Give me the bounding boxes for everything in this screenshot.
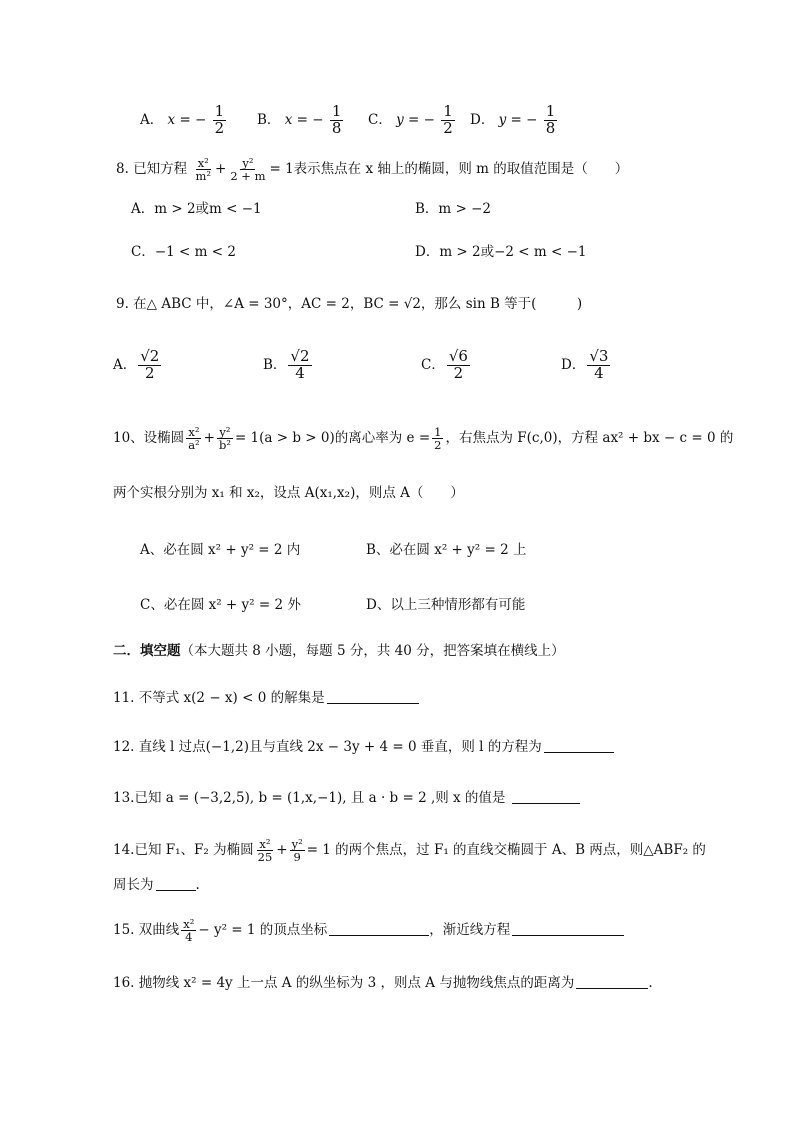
q16-answer-blank[interactable] — [576, 976, 648, 989]
q11: 11. 不等式 x(2 − x) < 0 的解集是 — [113, 691, 419, 706]
q10-stem: 10、设椭圆 $\frac{\text{x²}}{\text{a²}}$ + $\frac{\text{y²}}{\text{b²}}$ = 1(a > b > 0)的离心率为 e = $\frac{1}{2}$ ，右焦点为 F(c,0)，方程 ax² + bx − c = 0 的 — [113, 425, 734, 453]
q9-option-d: D． $\frac{√3}{4}$ — [561, 347, 609, 382]
q10-stem-line2: 两个实根分别为 x₁ 和 x₂，设点 A(x₁,x₂)，则点 A（ ） — [113, 485, 464, 501]
q14-answer-blank[interactable] — [156, 878, 196, 891]
q10-option-c: C、必在圆 x² + y² = 2 外 — [140, 597, 301, 613]
q8-stem: 8. 已知方程 $\frac{\text{x²}}{\text{m²}}$ + $\frac{\text{y²}}{2 + m}$ = 1表示焦点在 x 轴上的椭圆，则 m 的取值范围是（ ） — [116, 156, 629, 184]
q8-option-c: C．−1 < m < 2 — [131, 244, 236, 260]
q13: 13.已知 a = (−3,2,5), b = (1,x,−1), 且 a · b = 2 ,则 x 的值是 — [113, 791, 580, 806]
q14-line2: 周长为 . — [113, 877, 200, 893]
q8-option-a: A．m > 2或m < −1 — [131, 201, 262, 217]
q16: 16. 抛物线 x² = 4y 上一点 A 的纵坐标为 3 ，则点 A 与抛物线焦点的距离为 . — [113, 975, 653, 991]
q7-option-b: B． x = − $\frac{1}{8}$ — [257, 102, 342, 137]
q15: 15. 双曲线 $\frac{\text{x²}}{4}$ − y² = 1 的顶点坐标 ，渐近线方程 — [113, 918, 624, 943]
q15-vertex-blank[interactable] — [329, 923, 429, 936]
q10-option-b: B、必在圆 x² + y² = 2 上 — [366, 542, 527, 558]
section-heading: 二．填空题（本大题共 8 小题，每题 5 分，共 40 分，把答案填在横线上） — [113, 643, 565, 659]
q11-answer-blank[interactable] — [327, 691, 419, 704]
q7-option-d: D． y = − $\frac{1}{8}$ — [470, 102, 556, 137]
q12: 12. 直线 l 过点(−1,2)且与直线 2x − 3y + 4 = 0 垂直，则 l 的方程为 — [113, 740, 614, 755]
q9-option-a: A． $\frac{√2}{2}$ — [113, 347, 160, 382]
q15-asymptote-blank[interactable] — [512, 923, 624, 936]
q14-stem: 14.已知 F₁、F₂ 为椭圆 $\frac{\text{x²}}{25}$ + $\frac{\text{y²}}{9}$ = 1 的两个焦点，过 F₁ 的直线交椭圆于 A、B 两点，则△ABF₂ 的 — [113, 837, 706, 865]
q8-option-d: D．m > 2或−2 < m < −1 — [415, 244, 587, 260]
q9-stem: 9. 在△ ABC 中，∠A = 30°，AC = 2，BC = √2，那么 sin B 等于( ) — [116, 296, 583, 312]
q8-option-b: B．m > −2 — [415, 201, 492, 217]
q12-answer-blank[interactable] — [544, 740, 614, 753]
q10-option-a: A、必在圆 x² + y² = 2 内 — [140, 542, 301, 558]
q13-answer-blank[interactable] — [512, 791, 580, 804]
q9-option-c: C． $\frac{√6}{2}$ — [421, 347, 468, 382]
q7-option-c: C． y = − $\frac{1}{2}$ — [368, 102, 453, 137]
q10-option-d: D、以上三种情形都有可能 — [366, 597, 526, 613]
q7-option-a: A． x = − $\frac{1}{2}$ — [140, 102, 225, 137]
q9-option-b: B． $\frac{√2}{4}$ — [263, 347, 310, 382]
